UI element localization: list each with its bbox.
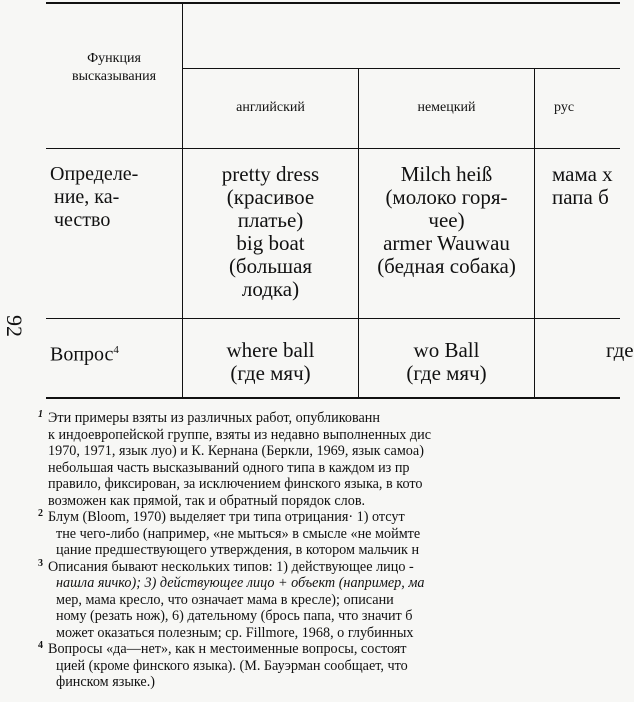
example-line: armer Wauwau: [383, 231, 510, 255]
footnote-line: ному (резать нож), 6) дательному (брось папа, что значит б: [56, 608, 413, 624]
example-line: Milch heiß: [400, 162, 493, 186]
english-examples-1: [183, 163, 358, 301]
footnote-4: [38, 640, 628, 691]
footnote-line: Эти примеры взяты из различных работ, опубликованн: [48, 410, 380, 426]
table: [46, 0, 634, 400]
function-header-line: Функция: [87, 51, 141, 66]
row-label-line: чество: [54, 209, 111, 231]
row-label-text: Вопрос: [50, 343, 114, 366]
example-line: (бедная собака): [377, 254, 516, 278]
german-examples-2: [359, 339, 534, 385]
german-examples-1: [359, 163, 534, 278]
footnote-line: цией (кроме финского языка). (М. Бауэрман сообщает, что: [56, 657, 408, 674]
function-header-line: высказывания: [71, 69, 157, 84]
footnote-line: небольшая часть высказываний одного типа в каждом из пр: [48, 459, 410, 476]
lang-english: английский: [236, 100, 305, 115]
english-examples-2: [183, 339, 358, 385]
footnote-line: Описания бывают нескольких типов: 1) действующее лицо -: [48, 558, 414, 575]
footnote-line: нашла яичко); 3) действующее лицо + объект (например, ма: [56, 575, 425, 591]
footnote-line: финском языке.): [56, 674, 155, 690]
example-line: мама х: [552, 162, 613, 186]
example-line: чее): [428, 208, 465, 232]
footnote-line: цание предшествующего утверждения, в котором мальчик н: [56, 542, 420, 558]
russian-examples-1: [552, 163, 613, 209]
example-line: где: [606, 338, 634, 362]
example-line: лодка): [241, 277, 300, 301]
footnote-1: [38, 409, 628, 509]
footnote-mark: 4: [38, 640, 43, 651]
footnote-mark: 2: [38, 508, 43, 519]
example-line: wo Ball: [413, 338, 480, 362]
footnote-line: мер, мама кресло, что означает мама в кресле); описани: [56, 591, 394, 608]
example-line: big boat: [236, 231, 305, 255]
example-line: pretty dress: [221, 162, 320, 186]
footnote-line: возможен как прямой, так и обратный порядок слов.: [48, 492, 366, 509]
example-line: папа б: [552, 185, 609, 209]
example-line: (где мяч): [230, 361, 311, 385]
footnote-ref-4: 4: [113, 344, 119, 356]
row-label-line: Определе-: [50, 163, 139, 185]
row-label-line: ние, ка-: [54, 186, 120, 208]
row-label-definition: [50, 163, 138, 232]
footnote-line: Вопросы «да—нет», как н местоименные вопросы, состоят: [48, 641, 407, 657]
footnote-line: тне чего-либо (например, «не мыться» в смысле «не моймте: [56, 525, 421, 542]
footnote-line: к индоевропейской группе, взяты из недавно выполненных дис: [48, 426, 432, 443]
russian-examples-2: [606, 339, 634, 362]
example-line: where ball: [226, 338, 315, 362]
footnote-line: правило, фиксирован, за исключением финского языка, в кото: [48, 476, 423, 492]
footnote-line: 1970, 1971, язык луо) и К. Кернана (Беркли, 1969, язык самоа): [48, 443, 424, 459]
example-line: (большая: [228, 254, 313, 278]
table-top-rule: [46, 2, 620, 4]
example-line: (красивое: [226, 185, 315, 209]
footnote-mark: 3: [38, 557, 43, 569]
function-header: [46, 50, 182, 86]
lang-german: немецкий: [417, 100, 476, 115]
row-label-question: [50, 339, 119, 367]
footnote-line: может оказаться полезным; ср. Fillmore, 1968, о глубинных: [56, 624, 414, 641]
footnote-mark: 1: [38, 409, 43, 420]
header-subrule: [182, 68, 620, 69]
example-line: (где мяч): [406, 361, 487, 385]
footnotes: [38, 409, 628, 691]
lang-russian: рус: [554, 100, 575, 115]
footnote-3: [38, 557, 628, 642]
example-line: платье): [237, 208, 304, 232]
page-number: 92: [2, 315, 27, 337]
footnote-line: Блум (Bloom, 1970) выделяет три типа отрицания· 1) отсут: [48, 509, 405, 525]
example-line: (молоко горя-: [385, 185, 508, 209]
col-divider-3: [534, 68, 535, 398]
footnote-2: [38, 508, 628, 559]
